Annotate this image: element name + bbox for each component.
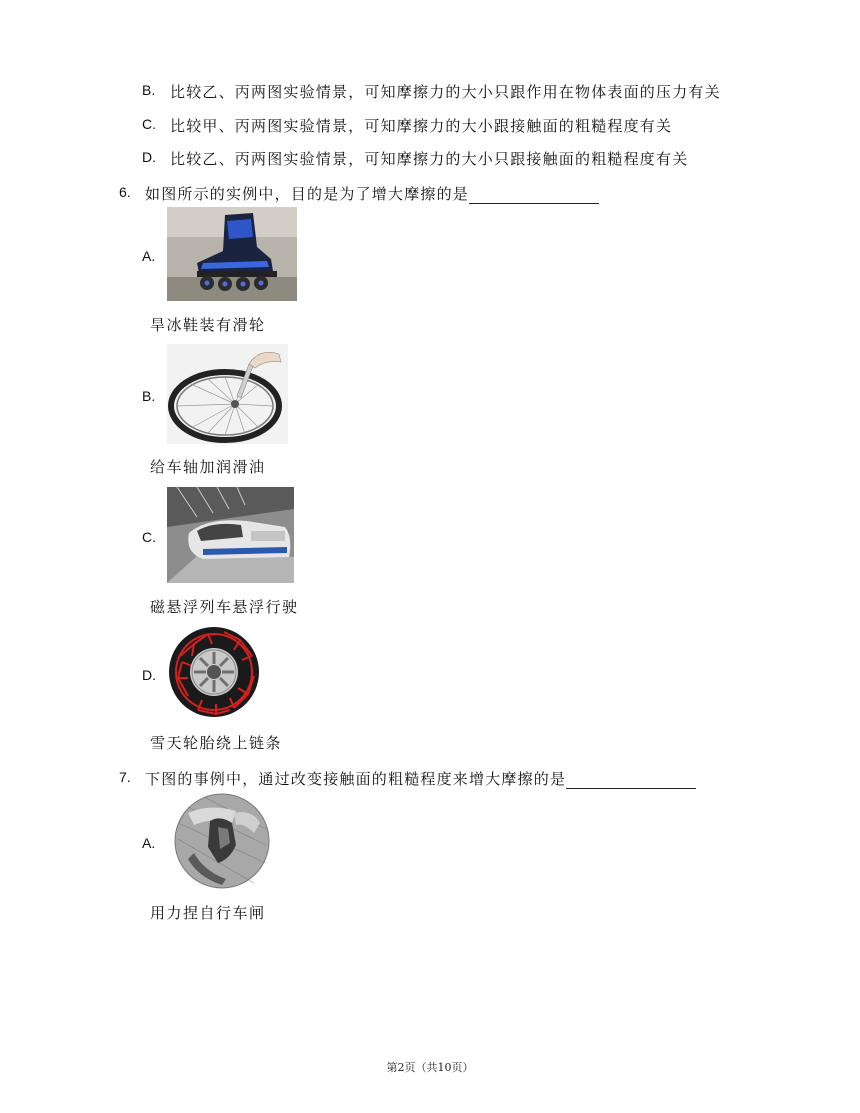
q6-number: 6. [119, 184, 131, 200]
q7-answer-blank [566, 772, 696, 789]
tire-snow-chain-image [168, 626, 260, 718]
page-footer: 第2页（共10页） [386, 1061, 474, 1074]
q5-option-d-letter: D. [142, 149, 156, 165]
bicycle-wheel-image [167, 344, 288, 444]
q7-number: 7. [119, 769, 131, 785]
q6-option-d-caption: 雪天轮胎绕上链条 [150, 734, 283, 752]
q7-stem-text: 下图的事例中，通过改变接触面的粗糙程度来增大摩擦的是 [145, 770, 567, 788]
q6-option-c-letter: C. [142, 529, 156, 545]
q6-option-c-caption: 磁悬浮列车悬浮行驶 [150, 598, 299, 616]
q5-option-b-letter: B. [142, 82, 156, 98]
inline-skate-image [167, 207, 297, 301]
q5-option-c-text: 比较甲、丙两图实验情景，可知摩擦力的大小跟接触面的粗糙程度有关 [170, 117, 673, 135]
bicycle-brake-image [174, 793, 270, 889]
maglev-train-image [167, 487, 294, 583]
q6-option-b-caption: 给车轴加润滑油 [150, 458, 266, 476]
q7-option-a-caption: 用力捏自行车闸 [150, 904, 266, 922]
q6-option-d-letter: D. [142, 667, 156, 683]
q5-option-b-text: 比较乙、丙两图实验情景，可知摩擦力的大小只跟作用在物体表面的压力有关 [170, 83, 721, 101]
q7-option-a-letter: A. [142, 835, 156, 851]
q6-option-a-letter: A. [142, 248, 156, 264]
q5-option-d-text: 比较乙、丙两图实验情景，可知摩擦力的大小只跟接触面的粗糙程度有关 [170, 150, 689, 168]
q6-stem-text: 如图所示的实例中，目的是为了增大摩擦的是 [145, 185, 470, 203]
q6-answer-blank [469, 187, 599, 204]
q7-stem [145, 768, 696, 789]
q6-stem [145, 183, 599, 204]
q6-option-a-caption: 旱冰鞋装有滑轮 [150, 316, 266, 334]
q5-option-c-letter: C. [142, 116, 156, 132]
q6-option-b-letter: B. [142, 388, 156, 404]
